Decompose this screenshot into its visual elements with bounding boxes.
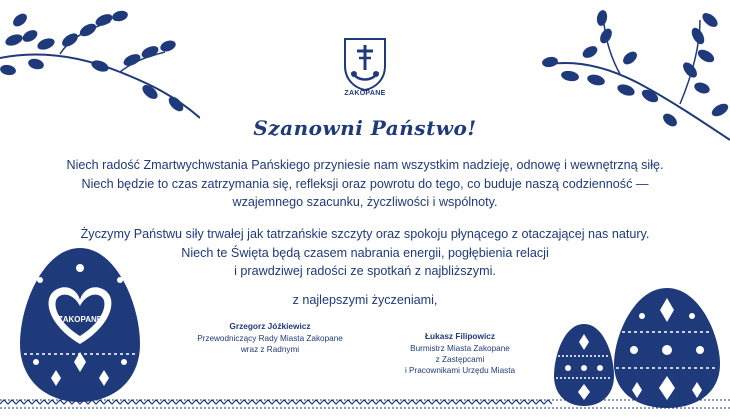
signature-subtitle: wraz z Radnymi — [240, 345, 300, 354]
signature-subtitle-2: i Pracownikami Urzędu Miasta — [404, 366, 516, 375]
signature-council-chairman — [180, 321, 360, 355]
emblem-name: ZAKOPANE — [344, 90, 386, 97]
paragraph-2-line-1: Życzymy Państwu siły trwałej jak tatrzańskie szczyty oraz spokoju płynącego z otaczającej nas natury. — [80, 227, 650, 241]
greeting-paragraph-1 — [40, 156, 690, 212]
signature-name: Łukasz Filipowicz — [424, 331, 496, 341]
decorated-easter-egg-left-illustration — [16, 244, 144, 404]
folk-pattern-border-illustration — [0, 396, 730, 412]
decorated-easter-egg-large-illustration — [612, 286, 722, 410]
egg-label: ZAKOPANE — [57, 315, 103, 324]
signature-name: Grzegorz Jóźkiewicz — [229, 321, 311, 331]
closing-line: z najlepszymi życzeniami, — [292, 293, 438, 307]
paragraph-2-line-2: Niech te Święta będą czasem nabrania energii, pogłębienia relacji — [181, 245, 549, 260]
signature-mayor — [390, 331, 530, 376]
zakopane-coat-of-arms-icon — [342, 36, 388, 92]
signature-title: Przewodniczący Rady Miasta Zakopane — [197, 334, 343, 343]
paragraph-1-line-1: Niech radość Zmartwychwstania Pańskiego przyniesie nam wszystkim nadzieję, odnowę i wewnętrzną siłę. — [66, 158, 664, 172]
willow-branch-left-illustration — [0, 0, 200, 120]
signature-title: Burmistrz Miasta Zakopane — [410, 344, 510, 353]
paragraph-2-line-3: i prawdziwej radości ze spotkań z najbliższymi. — [234, 264, 496, 279]
signature-subtitle: z Zastępcami — [435, 355, 485, 364]
paragraph-1-line-2: Niech będzie to czas zatrzymania się, refleksji oraz powrotu do tego, co buduje naszą codzienność — — [81, 176, 649, 191]
greeting-heading: Szanowni Państwo! — [253, 116, 477, 140]
paragraph-1-line-3: wzajemnego szacunku, życzliwości i wspólnoty. — [232, 195, 498, 210]
